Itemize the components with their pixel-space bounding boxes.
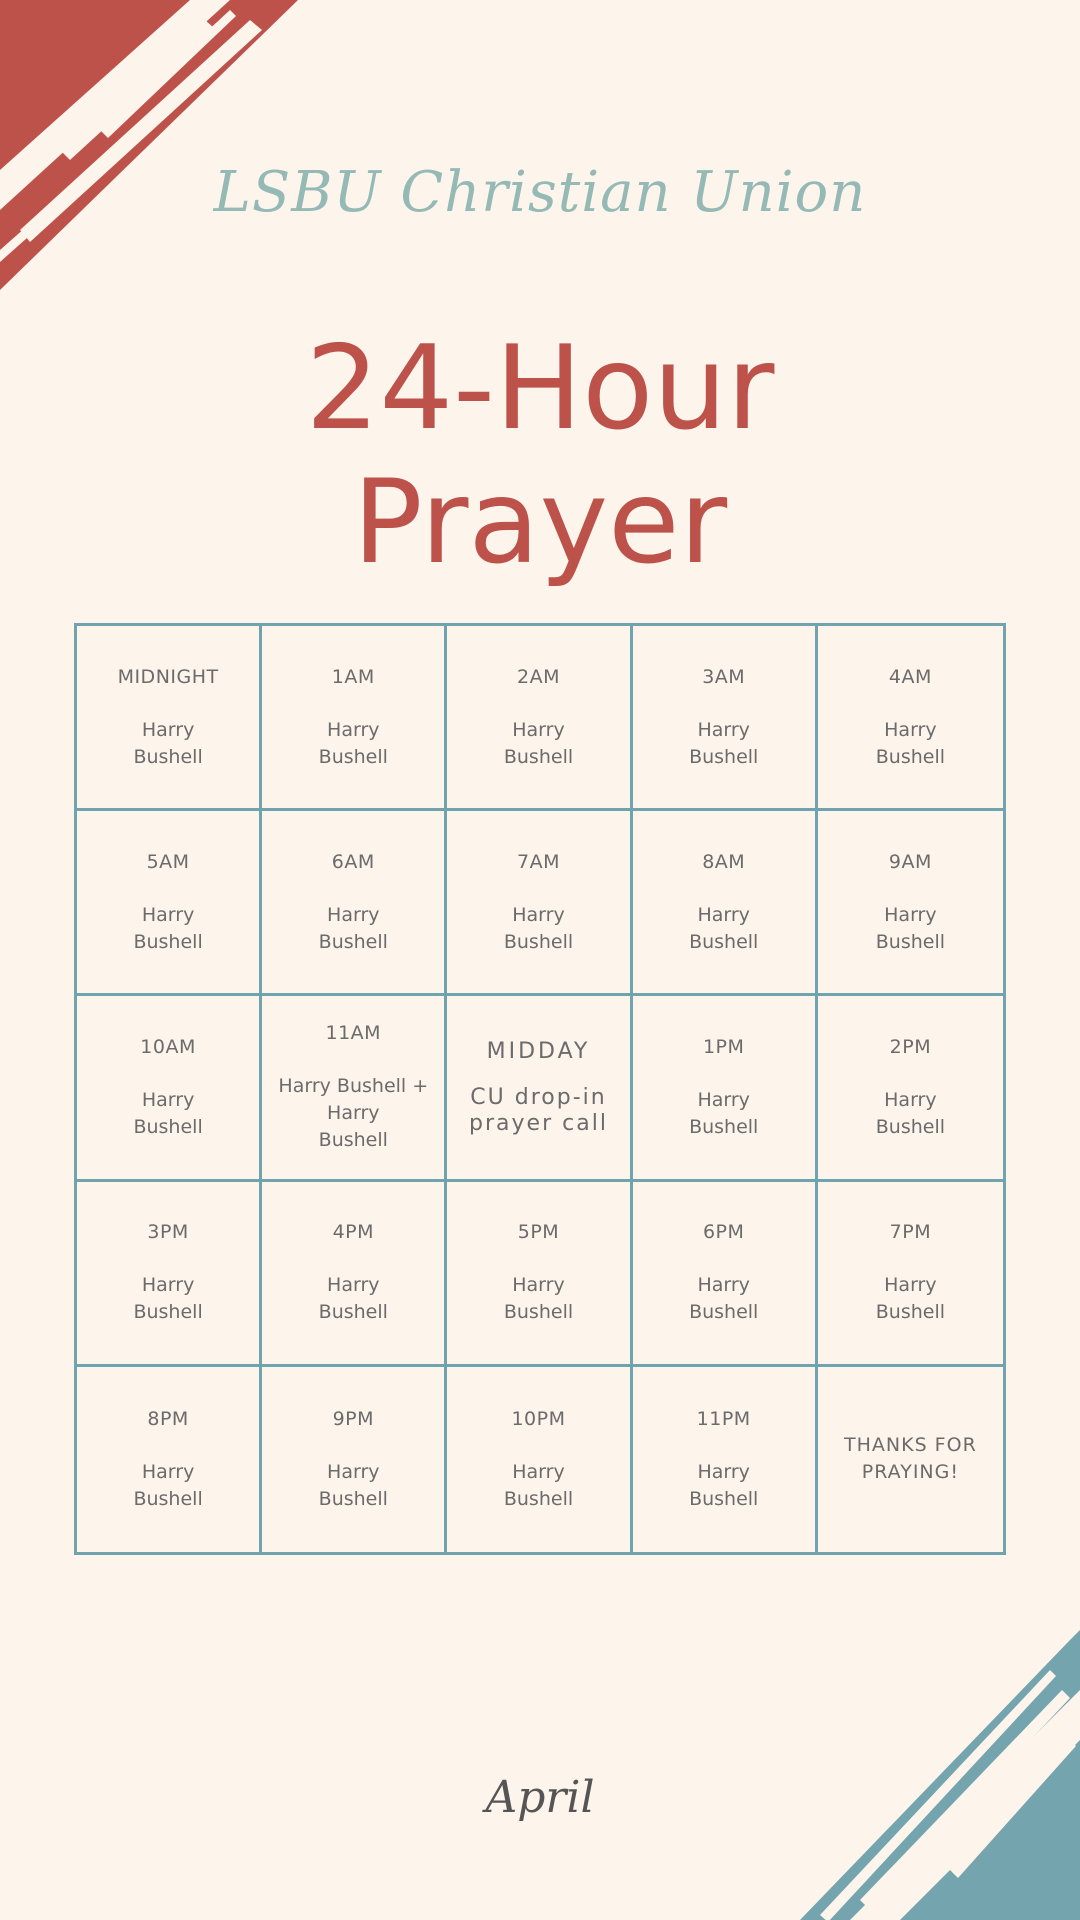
schedule-slot-2pm xyxy=(818,996,1003,1181)
slot-time: 1PM xyxy=(702,1035,745,1058)
schedule-slot-11am xyxy=(262,996,447,1181)
slot-name: Harry Bushell xyxy=(133,718,203,768)
slot-time: 9AM xyxy=(888,850,932,873)
schedule-slot-5am xyxy=(77,811,262,996)
slot-name: Harry Bushell xyxy=(133,903,203,953)
slot-name: Harry Bushell xyxy=(503,1274,574,1324)
slot-time: 5AM xyxy=(146,850,190,873)
schedule-slot-7pm xyxy=(818,1182,1003,1367)
slot-time: MIDDAY xyxy=(486,1038,591,1064)
slot-name: CU drop-in prayer call xyxy=(469,1084,608,1136)
schedule-slot-10am xyxy=(77,996,262,1181)
schedule-slot-1pm xyxy=(633,996,818,1181)
schedule-slot-9pm xyxy=(262,1367,447,1552)
slot-name: Harry Bushell xyxy=(133,1088,203,1138)
slot-name: Harry Bushell xyxy=(689,903,759,953)
slot-name: Harry Bushell + Harry Bushell xyxy=(278,1075,429,1152)
organization-name: LSBU Christian Union xyxy=(213,160,867,225)
slot-name: Harry Bushell xyxy=(503,718,574,768)
slot-time: 4PM xyxy=(332,1221,375,1244)
schedule-slot-6am xyxy=(262,811,447,996)
slot-time: 10PM xyxy=(511,1407,566,1430)
thanks-message: THANKS FOR PRAYING! xyxy=(844,1434,977,1484)
schedule-slot-5pm xyxy=(447,1182,632,1367)
slot-name: Harry Bushell xyxy=(689,1088,759,1138)
slot-time: 11AM xyxy=(325,1022,382,1045)
slot-time: 3AM xyxy=(702,665,746,688)
schedule-slot-8pm xyxy=(77,1367,262,1552)
slot-name: Harry Bushell xyxy=(689,1460,759,1510)
slot-name: Harry Bushell xyxy=(875,1088,946,1138)
title-line-1: 24-Hour xyxy=(305,321,775,456)
slot-time: 9PM xyxy=(332,1407,375,1430)
schedule-slot-4pm xyxy=(262,1182,447,1367)
schedule-slot-midnight xyxy=(77,626,262,811)
slot-time: 5PM xyxy=(517,1221,560,1244)
schedule-slot-10pm xyxy=(447,1367,632,1552)
slot-name: Harry Bushell xyxy=(318,718,388,768)
slot-name: Harry Bushell xyxy=(133,1274,203,1324)
slot-name: Harry Bushell xyxy=(875,1274,946,1324)
schedule-slot-7am xyxy=(447,811,632,996)
closing-message-cell xyxy=(818,1367,1003,1552)
schedule-slot-midday xyxy=(447,996,632,1181)
slot-name: Harry Bushell xyxy=(503,1460,574,1510)
slot-time: 7PM xyxy=(889,1221,932,1244)
schedule-slot-1am xyxy=(262,626,447,811)
slot-time: 1AM xyxy=(331,665,375,688)
slot-time: 4AM xyxy=(888,665,932,688)
schedule-slot-9am xyxy=(818,811,1003,996)
slot-name: Harry Bushell xyxy=(875,718,946,768)
slot-time: 10AM xyxy=(140,1035,196,1058)
slot-name: Harry Bushell xyxy=(318,903,388,953)
schedule-slot-3am xyxy=(633,626,818,811)
slot-name: Harry Bushell xyxy=(689,1274,759,1324)
slot-time: MIDNIGHT xyxy=(117,665,219,688)
red-brush-decoration xyxy=(0,0,300,300)
slot-time: 6PM xyxy=(702,1221,745,1244)
slot-time: 6AM xyxy=(331,850,375,873)
slot-name: Harry Bushell xyxy=(689,718,759,768)
slot-time: 8AM xyxy=(702,850,746,873)
slot-time: 3PM xyxy=(147,1221,189,1244)
slot-name: Harry Bushell xyxy=(503,903,574,953)
page-title xyxy=(0,322,1080,590)
slot-name: Harry Bushell xyxy=(318,1274,388,1324)
schedule-slot-3pm xyxy=(77,1182,262,1367)
slot-name: Harry Bushell xyxy=(318,1460,388,1510)
schedule-slot-6pm xyxy=(633,1182,818,1367)
month-label: April xyxy=(485,1772,595,1823)
schedule-slot-8am xyxy=(633,811,818,996)
slot-name: Harry Bushell xyxy=(875,903,946,953)
slot-time: 11PM xyxy=(696,1407,751,1430)
prayer-schedule-grid xyxy=(74,623,1006,1555)
slot-time: 8PM xyxy=(147,1407,189,1430)
schedule-slot-11pm xyxy=(633,1367,818,1552)
slot-time: 2AM xyxy=(517,665,560,688)
slot-name: Harry Bushell xyxy=(133,1460,203,1510)
slot-time: 7AM xyxy=(517,850,560,873)
title-line-2: Prayer xyxy=(352,455,728,590)
schedule-slot-4am xyxy=(818,626,1003,811)
schedule-slot-2am xyxy=(447,626,632,811)
slot-time: 2PM xyxy=(889,1035,932,1058)
